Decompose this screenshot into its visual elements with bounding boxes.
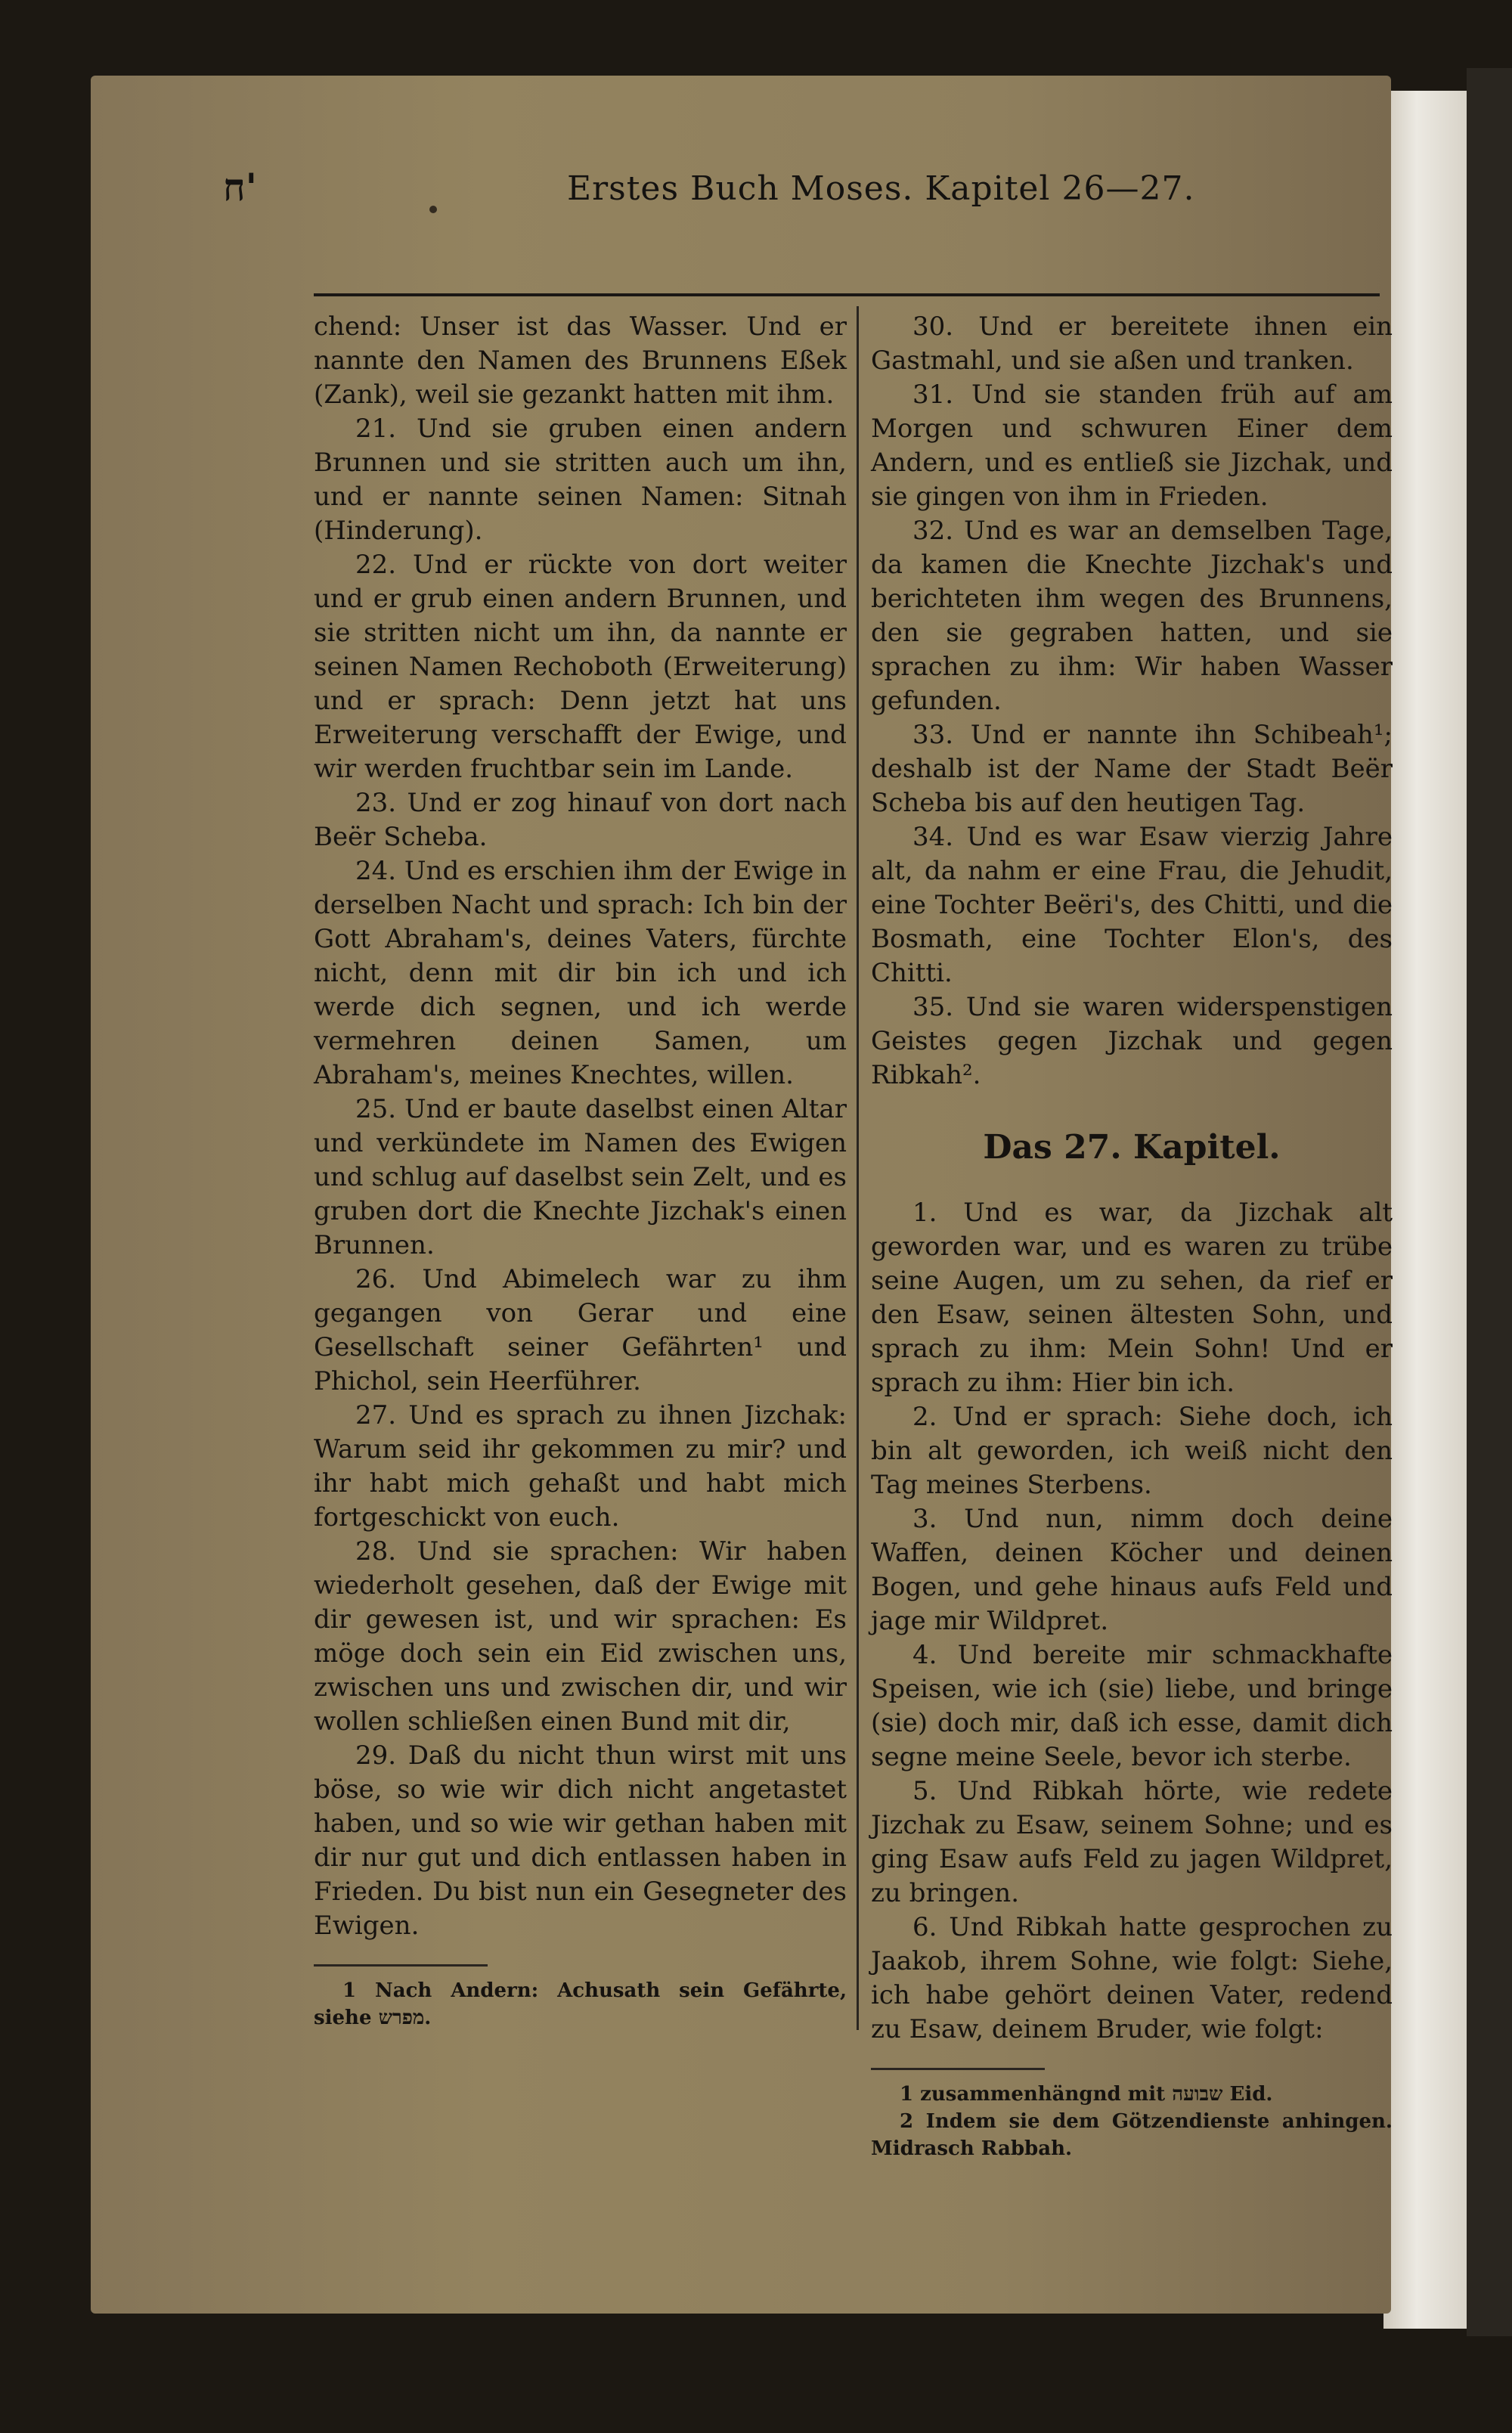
footnote-1: 1 zusammenhängnd mit שבועה Eid. (900, 2083, 1273, 2106)
verse-27: 27. Und es sprach zu ihnen Jizchak: Warum seid ihr gekommen zu mir? und ihr habt mich gehaßt und habt mich fortgeschickt von euch. (314, 1400, 847, 1533)
verse-28: 28. Und sie sprachen: Wir haben wiederholt gesehen, daß der Ewige mit dir gewesen ist, und wir sprachen: Es möge doch sein ein Eid zwischen uns, zwischen uns und zwischen dir, und wir wollen schließen einen Bund mit dir, (314, 1536, 847, 1737)
verse-3: 3. Und nun, nimm doch deine Waffen, deinen Köcher und deinen Bogen, und gehe hinaus aufs Feld und jage mir Wildpret. (871, 1504, 1393, 1636)
footnote-rule (871, 2068, 1045, 2070)
footnote-rule (314, 1964, 488, 1967)
verse-21: 21. Und sie gruben einen andern Brunnen und sie stritten auch um ihn, und er nannte seinen Namen: Sitnah (Hinderung). (314, 414, 847, 546)
verse-1: 1. Und es war, da Jizchak alt geworden war, und es waren zu trübe seine Augen, um zu sehen, da rief er den Esaw, seinen ältesten Sohn, und sprach zu ihm: Mein Sohn! Und er sprach zu ihm: Hier bin ich. (871, 1198, 1393, 1398)
page-header (223, 165, 1342, 225)
verse-2: 2. Und er sprach: Siehe doch, ich bin alt geworden, ich weiß nicht den Tag meines Sterbens. (871, 1402, 1393, 1500)
verse-31: 31. Und sie standen früh auf am Morgen und schwuren Einer dem Andern, und es entließ sie Jizchak, und sie gingen von ihm in Frieden. (871, 380, 1393, 512)
verse-23: 23. Und er zog hinauf von dort nach Beër Scheba. (314, 788, 847, 852)
footnote-2: 2 Indem sie dem Götzendienste anhingen. Midrasch Rabbah. (871, 2110, 1393, 2160)
verse-text: chend: Unser ist das Wasser. Und er nannte den Namen des Brunnens Eßek (Zank), weil sie gezankt hatten mit ihm. (314, 311, 847, 410)
running-title: Erstes Buch Moses. Kapitel 26—27. (567, 169, 1195, 208)
verse-26: 26. Und Abimelech war zu ihm gegangen von Gerar und eine Gesellschaft seiner Gefährten¹ und Phichol, sein Heerführer. (314, 1264, 847, 1396)
verse-4: 4. Und bereite mir schmackhafte Speisen, wie ich (sie) liebe, und bringe (sie) doch mir, daß ich esse, damit dich segne meine Seele, bevor ich sterbe. (871, 1640, 1393, 1772)
footnote-1: 1 Nach Andern: Achusath sein Gefährte, siehe מפרש. (314, 1979, 847, 2029)
right-column (871, 310, 1393, 2162)
verse-29: 29. Daß du nicht thun wirst mit uns böse, so wie wir dich nicht angetastet haben, und so wie wir gethan haben mit dir nur gut und dich entlassen haben in Frieden. Du bist nun ein Gesegneter des Ewigen. (314, 1740, 847, 1941)
page-marker: ח' (223, 165, 257, 209)
verse-32: 32. Und es war an demselben Tage, da kamen die Knechte Jizchak's und berichteten ihm wegen des Brunnens, den sie gegraben hatten, und sie sprachen zu ihm: Wir haben Wasser gefunden. (871, 516, 1393, 716)
left-column (314, 310, 847, 2032)
chapter-title: Das 27. Kapitel. (983, 1128, 1281, 1167)
verse-30: 30. Und er bereitete ihnen ein Gastmahl, und sie aßen und tranken. (871, 311, 1393, 376)
background-edge (1467, 68, 1512, 2336)
verse-33: 33. Und er nannte ihn Schibeah¹; deshalb ist der Name der Stadt Beër Scheba bis auf den heutigen Tag. (871, 720, 1393, 818)
verse-6: 6. Und Ribkah hatte gesprochen zu Jaakob, ihrem Sohne, wie folgt: Siehe, ich habe gehört deinen Vater, redend zu Esaw, deinem Bruder, wie folgt: (871, 1912, 1393, 2044)
verse-35: 35. Und sie waren widerspenstigen Geistes gegen Jizchak und gegen Ribkah². (871, 992, 1393, 1090)
facing-page-edge (1383, 91, 1467, 2329)
header-rule (314, 293, 1380, 296)
column-divider (857, 306, 859, 2030)
verse-22: 22. Und er rückte von dort weiter und er grub einen andern Brunnen, und sie stritten nicht um ihn, da nannte er seinen Namen Rechoboth (Erweiterung) und er sprach: Denn jetzt hat uns Erweiterung verschafft der Ewige, und wir werden fruchtbar sein im Lande. (314, 550, 847, 784)
footnotes-right (871, 2081, 1393, 2162)
verse-34: 34. Und es war Esaw vierzig Jahre alt, da nahm er eine Frau, die Jehudit, eine Tochter Beëri's, des Chitti, und die Bosmath, eine Tochter Elon's, des Chitti. (871, 822, 1393, 988)
verse-5: 5. Und Ribkah hörte, wie redete Jizchak zu Esaw, seinem Sohne; und es ging Esaw aufs Feld zu jagen Wildpret, zu bringen. (871, 1776, 1393, 1908)
verse-25: 25. Und er baute daselbst einen Altar und verkündete im Namen des Ewigen und schlug auf daselbst sein Zelt, und es gruben dort die Knechte Jizchak's einen Brunnen. (314, 1094, 847, 1260)
verse-24: 24. Und es erschien ihm der Ewige in derselben Nacht und sprach: Ich bin der Gott Abraham's, deines Vaters, fürchte nicht, denn mit dir bin ich und ich werde dich segnen, und ich werde vermehren deinen Samen, um Abraham's, meines Knechtes, willen. (314, 856, 847, 1090)
footnotes-left (314, 1977, 847, 2032)
